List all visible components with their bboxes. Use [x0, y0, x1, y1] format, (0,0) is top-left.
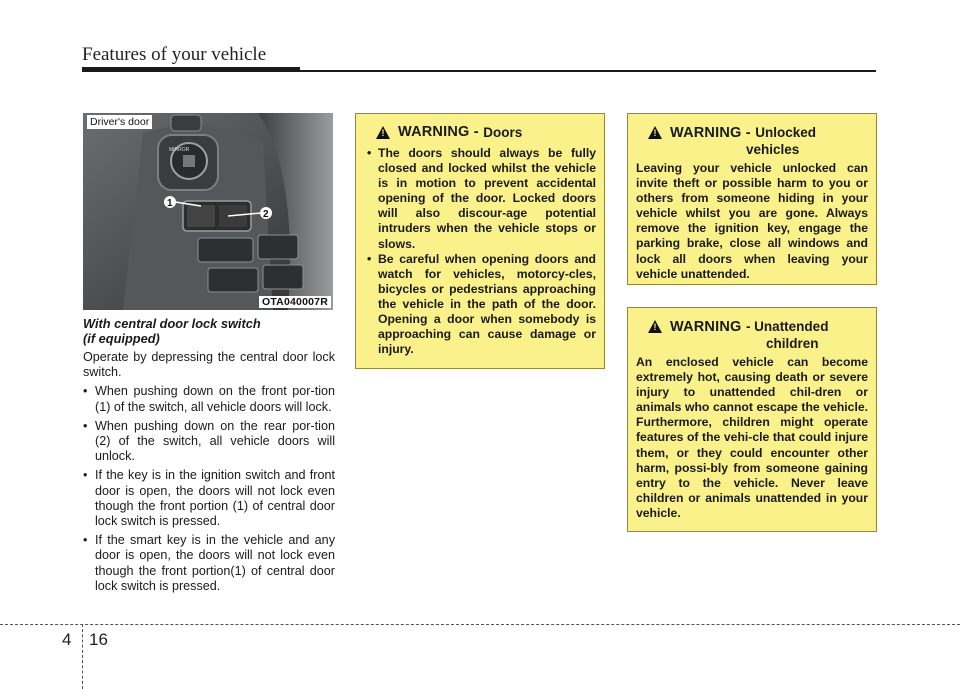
- bullet-item: • If the key is in the ignition switch and front door is open, the doors will not lock even though the front portion (1) of central door lock switch is pressed.: [83, 468, 335, 529]
- left-column: [83, 316, 335, 598]
- footer-rule: [0, 624, 960, 625]
- lock-bullets: [83, 384, 335, 594]
- warning-doors-title: [376, 124, 596, 142]
- warning-topic-1: Unlocked: [755, 125, 816, 140]
- warning-doors-body: [366, 146, 596, 357]
- warning-bullet: • Be careful when opening doors and watch for vehicles, motorcy-cles, bicycles or pedestrians approaching the vehicle in the path of the door. Opening a door when somebody is approaching can cause damage or injury.: [366, 252, 596, 358]
- warning-bullet: • The doors should always be fully closed and locked whilst the vehicle is in motion to prevent accidental opening of the door. Locked doors will also discour-age potential intruders when the vehicle stops or slows.: [366, 146, 596, 252]
- warning-unlocked-body: Leaving your vehicle unlocked can invite theft or possible harm to you or others from someone hiding in your vehicle whilst you are gone. Always remove the ignition key, engage the parking brake, close all windows and lock all doors when leaving your vehicle unattended.: [636, 161, 868, 281]
- callout-1: 1: [167, 198, 173, 209]
- sub-heading-line-2: (if equipped): [83, 331, 160, 346]
- warning-triangle-icon: !: [648, 320, 662, 333]
- warning-unlocked-box: [627, 113, 877, 285]
- bullet-item: • If the smart key is in the vehicle and any door is open, the doors will not lock even though the front portion(1) of central door lock switch is pressed.: [83, 533, 335, 594]
- photo-caption: Driver's door: [87, 115, 152, 129]
- bullet-item: • When pushing down on the rear por-tion (2) of the switch, all vehicle doors will unlock.: [83, 419, 335, 465]
- header-bar: [82, 67, 300, 72]
- door-panel-illustration: [83, 113, 333, 310]
- warning-topic: Doors: [483, 125, 523, 140]
- warning-children-body: An enclosed vehicle can become extremely hot, causing death or severe injury to unattended chil-dren or animals who cannot escape the vehicle. Furthermore, children might operate features of the vehi-cle that could injure them, or they could encounter other harm, possi-bly from someone gaining entry to the vehicle. Never leave children or animals unattended in your vehicle.: [636, 355, 868, 520]
- warning-word: WARNING -: [670, 125, 751, 141]
- warning-triangle-icon: !: [648, 126, 662, 139]
- page-header-title: Features of your vehicle: [82, 44, 267, 65]
- header-rule: [300, 70, 876, 72]
- intro-paragraph: Operate by depressing the central door lock switch.: [83, 350, 335, 380]
- sub-heading-line-1: With central door lock switch: [83, 316, 261, 331]
- warning-word: WARNING: [670, 319, 742, 335]
- warning-unlocked-title: [648, 124, 868, 157]
- chapter-number: 4: [62, 630, 72, 649]
- page-number: 16: [89, 630, 108, 649]
- warning-children-title: [648, 318, 868, 351]
- sub-heading: [83, 316, 335, 346]
- warning-triangle-icon: !: [376, 126, 390, 139]
- mirror-label: MIRROR: [169, 147, 190, 153]
- warning-children-box: [627, 307, 877, 532]
- footer-divider: [82, 624, 83, 689]
- photo-code: OTA040007R: [259, 296, 331, 308]
- callout-2: 2: [263, 209, 269, 220]
- door-switch-photo: [83, 113, 333, 310]
- warning-word: WARNING -: [398, 124, 479, 140]
- warning-topic-1: - Unattended: [745, 319, 829, 334]
- warning-doors-box: [355, 113, 605, 369]
- warning-topic-2: children: [766, 336, 819, 351]
- warning-topic-2: vehicles: [746, 142, 800, 157]
- bullet-item: • When pushing down on the front por-tion (1) of the switch, all vehicle doors will lock.: [83, 384, 335, 414]
